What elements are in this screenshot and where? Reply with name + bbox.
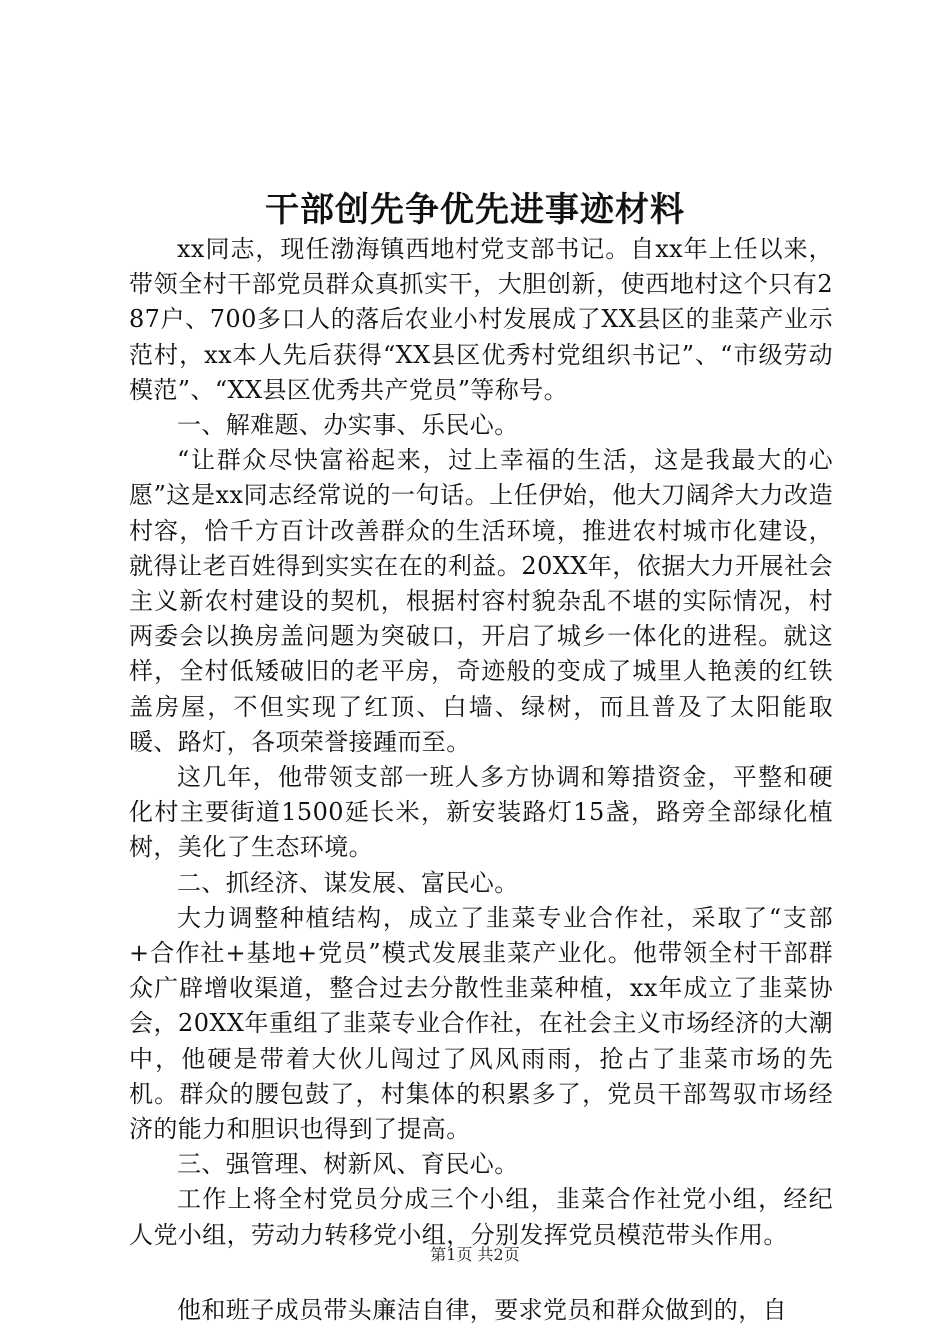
- paragraph-road-construction: 这几年，他带领支部一班人多方协调和筹措资金，平整和硬化村主要街道1500延长米，新安装路灯15盏，路旁全部绿化植树，美化了生态环境。: [129, 763, 833, 862]
- section-heading-3: 三、强管理、树新风、育民心。: [177, 1150, 519, 1179]
- paragraph-intro: xx同志，现任渤海镇西地村党支部书记。自xx年上任以来，带领全村干部党员群众真抓实干，大胆创新，使西地村这个只有287户、700多口人的落后农业小村发展成了XX县区的韭菜产业示范村，xx本人先后获得“XX县区优秀村党组织书记”、“市级劳动模范”、“XX县区优秀共产党员”等称号。: [129, 235, 833, 404]
- paragraph-party-groups: 工作上将全村党员分成三个小组，韭菜合作社党小组，经纪人党小组，劳动力转移党小组，分别发挥党员模范带头作用。: [129, 1185, 833, 1249]
- paragraph-economy: 大力调整种植结构，成立了韭菜专业合作社，采取了“支部+合作社+基地+党员”模式发展韭菜产业化。他带领全村干部群众广辟增收渠道，整合过去分散性韭菜种植，xx年成立了韭菜协会，20XX年重组了韭菜专业合作社，在社会主义市场经济的大潮中，他硬是带着大伙儿闯过了风风雨雨，抢占了韭菜市场的先机。群众的腰包鼓了，村集体的积累多了，党员干部驾驭市场经济的能力和胆识也得到了提高。: [129, 903, 833, 1144]
- paragraph-self-discipline: 他和班子成员带头廉洁自律，要求党员和群众做到的，自: [177, 1295, 787, 1324]
- section-heading-1: 一、解难题、办实事、乐民心。: [177, 411, 519, 440]
- document-title: 干部创先争优先进事迹材料: [265, 190, 685, 230]
- section-heading-2: 二、抓经济、谋发展、富民心。: [177, 868, 519, 897]
- paragraph-village-renovation: “让群众尽快富裕起来，过上幸福的生活，这是我最大的心愿”这是xx同志经常说的一句话。上任伊始，他大刀阔斧大力改造村容，恰千方百计改善群众的生活环境，推进农村城市化建设，就得让老百姓得到实实在在的利益。20XX年，依据大力开展社会主义新农村建设的契机，根据村容村貌杂乱不堪的实际情况，村两委会以换房盖问题为突破口，开启了城乡一体化的进程。就这样，全村低矮破旧的老平房，奇迹般的变成了城里人艳羡的红铁盖房屋，不但实现了红顶、白墙、绿树，而且普及了太阳能取暖、路灯，各项荣誉接踵而至。: [129, 446, 833, 756]
- document-body: [129, 232, 833, 1328]
- page-number-footer: 第1页 共2页: [430, 1245, 520, 1264]
